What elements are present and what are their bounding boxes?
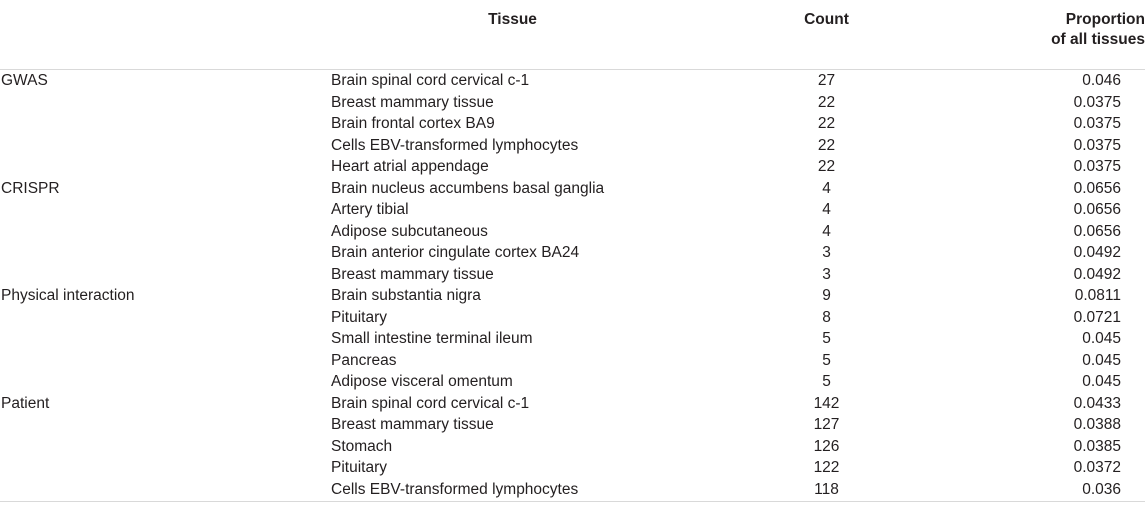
header-tissue: Tissue [331, 0, 694, 70]
header-row [0, 0, 1145, 70]
table-row [0, 264, 1145, 286]
row-group [0, 479, 331, 502]
table-row [0, 414, 1145, 436]
table-row [0, 135, 1145, 157]
header-group [0, 0, 331, 70]
row-proportion: 0.0656 [1073, 222, 1121, 240]
header-proportion-line2: of all tissues [1051, 31, 1145, 48]
table-row [0, 113, 1145, 135]
row-count: 22 [817, 93, 836, 111]
row-group: GWAS [1, 72, 48, 89]
row-group [0, 221, 331, 243]
row-proportion: 0.0811 [1074, 287, 1121, 304]
row-tissue: Small intestine terminal ileum [331, 330, 533, 347]
row-proportion: 0.0385 [1073, 437, 1121, 455]
row-count: 4 [822, 201, 831, 218]
row-proportion: 0.045 [1082, 351, 1121, 369]
row-count: 3 [822, 244, 831, 261]
row-count: 142 [813, 394, 840, 412]
row-proportion: 0.0375 [1073, 136, 1121, 154]
row-tissue: Adipose subcutaneous [331, 222, 488, 240]
table-row [0, 285, 1145, 307]
row-proportion: 0.0433 [1073, 394, 1121, 412]
table-row [0, 436, 1145, 458]
row-count: 118 [694, 479, 959, 502]
row-proportion: 0.0372 [1073, 459, 1121, 476]
table-row [0, 371, 1145, 393]
table-row [0, 307, 1145, 329]
table-row [0, 328, 1145, 350]
row-group [0, 328, 331, 350]
row-group [0, 242, 331, 264]
row-count: 127 [813, 416, 840, 433]
table-row [0, 156, 1145, 178]
row-proportion: 0.045 [1082, 373, 1121, 390]
row-tissue: Brain frontal cortex BA9 [331, 115, 495, 132]
row-count: 4 [822, 179, 831, 197]
row-tissue: Brain spinal cord cervical c-1 [331, 72, 530, 89]
table-row [0, 70, 1145, 92]
row-tissue: Brain anterior cingulate cortex BA24 [331, 244, 580, 261]
row-proportion: 0.0375 [1073, 115, 1121, 132]
row-tissue: Pancreas [331, 351, 397, 369]
row-group: CRISPR [1, 179, 60, 197]
row-count: 9 [822, 287, 831, 304]
header-count: Count [694, 0, 959, 70]
header-proportion-line1: Proportion [1065, 11, 1145, 28]
row-count: 22 [817, 158, 836, 175]
row-group [0, 113, 331, 135]
row-group: Patient [1, 394, 50, 412]
row-tissue: Breast mammary tissue [331, 93, 494, 111]
row-tissue: Heart atrial appendage [331, 158, 489, 175]
row-tissue: Cells EBV-transformed lymphocytes [331, 136, 579, 154]
row-tissue: Brain spinal cord cervical c-1 [331, 394, 530, 412]
row-proportion: 0.0656 [1073, 201, 1121, 218]
row-group [0, 264, 331, 286]
row-group [0, 436, 331, 458]
table-row [0, 350, 1145, 372]
row-count: 5 [822, 351, 831, 369]
row-proportion: 0.0388 [1073, 416, 1121, 433]
row-tissue: Artery tibial [331, 201, 409, 218]
row-group [0, 350, 331, 372]
row-group [0, 414, 331, 436]
table-body [0, 70, 1145, 502]
row-proportion: 0.0375 [1073, 158, 1121, 175]
row-tissue: Stomach [331, 437, 393, 455]
row-tissue: Adipose visceral omentum [331, 373, 513, 390]
row-count: 22 [817, 115, 836, 132]
row-tissue: Brain nucleus accumbens basal ganglia [331, 179, 605, 197]
row-count: 122 [813, 459, 840, 476]
row-group [0, 199, 331, 221]
row-group [0, 156, 331, 178]
row-count: 5 [822, 330, 831, 347]
table-row [0, 199, 1145, 221]
row-count: 8 [822, 308, 831, 326]
row-group [0, 92, 331, 114]
row-group [0, 371, 331, 393]
header-proportion [959, 0, 1145, 70]
table-row [0, 457, 1145, 479]
row-count: 3 [822, 265, 831, 283]
table-row [0, 479, 1145, 502]
row-proportion: 0.046 [1082, 72, 1121, 89]
row-tissue: Pituitary [331, 459, 387, 476]
row-count: 5 [822, 373, 831, 390]
row-group [0, 135, 331, 157]
row-proportion: 0.0492 [1073, 244, 1121, 261]
row-tissue: Cells EBV-transformed lymphocytes [331, 479, 694, 502]
table-row [0, 393, 1145, 415]
row-count: 27 [817, 72, 836, 89]
row-group: Physical interaction [1, 287, 135, 304]
table-row [0, 221, 1145, 243]
table-row [0, 242, 1145, 264]
row-count: 126 [813, 437, 840, 455]
table-row [0, 92, 1145, 114]
row-group [0, 457, 331, 479]
row-count: 4 [822, 222, 831, 240]
row-proportion: 0.045 [1082, 330, 1121, 347]
row-tissue: Breast mammary tissue [331, 416, 494, 433]
row-tissue: Brain substantia nigra [331, 287, 481, 304]
row-proportion: 0.0492 [1073, 265, 1121, 283]
row-tissue: Breast mammary tissue [331, 265, 494, 283]
row-count: 22 [817, 136, 836, 154]
row-proportion: 0.0375 [1073, 93, 1121, 111]
table-row [0, 178, 1145, 200]
row-proportion: 0.0721 [1073, 308, 1121, 326]
row-group [0, 307, 331, 329]
row-proportion: 0.0656 [1073, 179, 1121, 197]
row-proportion: 0.036 [959, 479, 1145, 502]
row-tissue: Pituitary [331, 308, 387, 326]
